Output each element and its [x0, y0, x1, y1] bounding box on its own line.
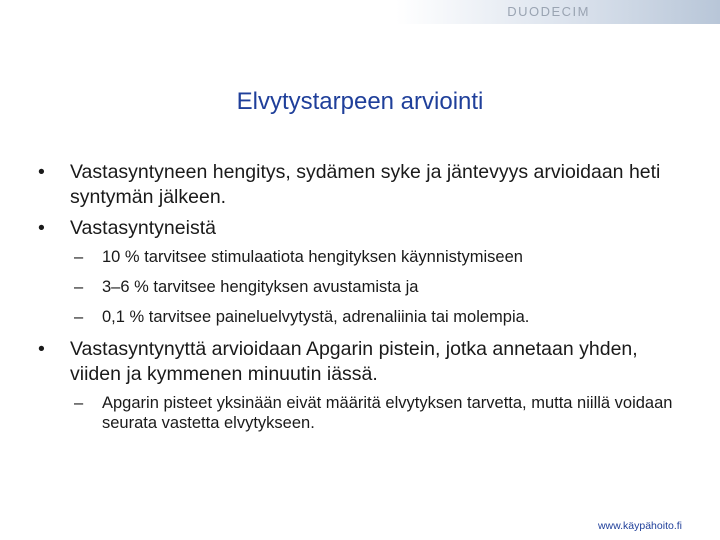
sub-bullet-text: Apgarin pisteet yksinään eivät määritä elvytyksen tarvetta, mutta niillä voidaan seurata vastetta elvytykseen.: [102, 394, 673, 432]
sub-bullet-text: 3–6 % tarvitsee hengityksen avustamista ja: [102, 278, 419, 296]
dash-mark: –: [74, 278, 84, 296]
footer-url: www.käypähoito.fi: [597, 520, 682, 532]
sub-bullet: [34, 247, 694, 267]
bullet-mark: •: [38, 338, 45, 360]
sub-bullet: [34, 393, 694, 433]
bullet-3: [34, 337, 694, 387]
sub-bullet: [34, 307, 694, 327]
bullet-text: Vastasyntyneistä: [70, 217, 216, 239]
bullet-2: [34, 216, 694, 241]
dash-mark: –: [74, 394, 84, 412]
slide-title: Elvytystarpeen arviointi: [236, 88, 484, 115]
dash-mark: –: [74, 308, 84, 326]
bullet-text: Vastasyntynyttä arvioidaan Apgarin pistein, jotka annetaan yhden, viiden ja kymmenen minuutin iässä.: [70, 338, 638, 385]
sub-bullet: [34, 277, 694, 297]
header-band: [0, 0, 720, 24]
bullet-mark: •: [38, 161, 45, 183]
bullet-text: Vastasyntyneen hengitys, sydämen syke ja jäntevyys arvioidaan heti syntymän jälkeen.: [70, 161, 661, 208]
brand-logo: DUODECIM: [507, 4, 590, 19]
slide-content: [34, 160, 694, 443]
bullet-1: [34, 160, 694, 210]
bullet-mark: •: [38, 217, 45, 239]
sub-bullet-text: 0,1 % tarvitsee paineluelvytystä, adrenaliinia tai molempia.: [102, 308, 530, 326]
dash-mark: –: [74, 248, 84, 266]
sub-bullet-text: 10 % tarvitsee stimulaatiota hengityksen käynnistymiseen: [102, 248, 523, 266]
